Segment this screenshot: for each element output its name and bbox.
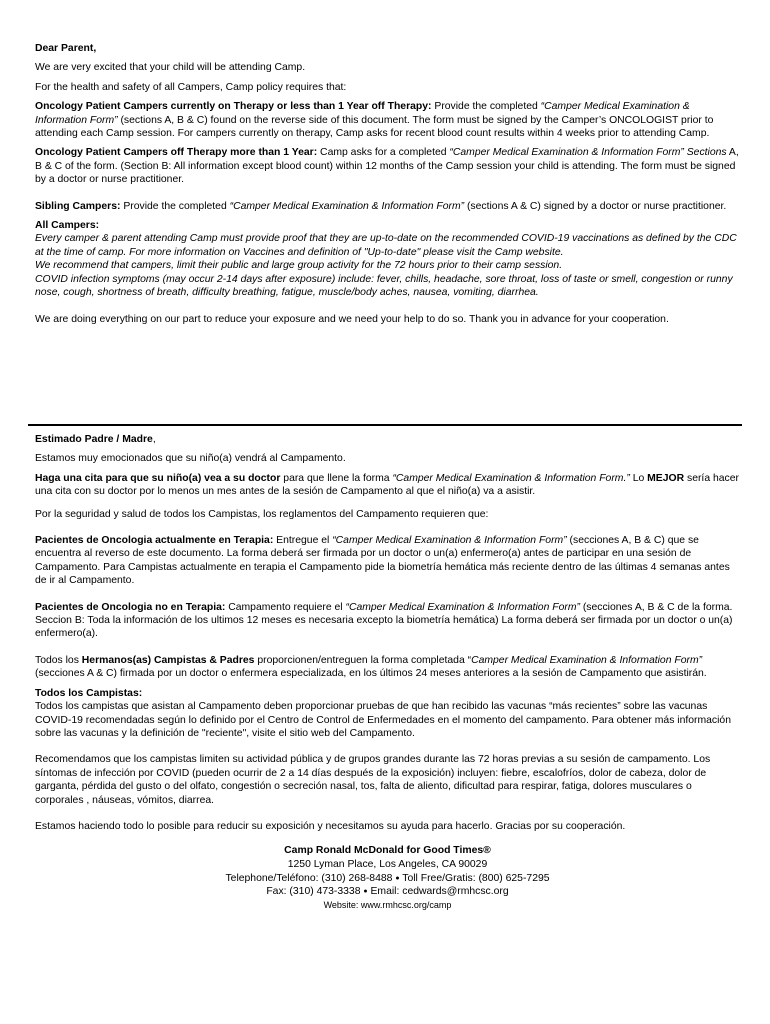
all-campers-heading-es: Todos los Campistas: bbox=[35, 687, 143, 699]
form-name: Camper Medical Examination & Information Form” bbox=[471, 654, 703, 666]
oncology-on-therapy-paragraph: Oncology Patient Campers currently on Therapy or less than 1 Year off Therapy: Provide the completed “Camper Medical Examination & Information Form” (sections A, B & C) found on the reverse side of this document. The form must be signed by the Camper’s ONCOLOGIST prior to attending each Camp session. For campers currently on therapy, Camp asks for recent blood count results within 4 weeks prior to attending Camp. bbox=[35, 101, 714, 140]
intro-text: We are very excited that your child will be attending Camp. bbox=[35, 62, 306, 74]
intro-text-es: Estamos muy emocionados que su niño(a) vendrá al Campamento. bbox=[35, 453, 346, 465]
address: 1250 Lyman Place, Los Angeles, CA 90029 bbox=[287, 858, 488, 870]
greeting: Dear Parent, bbox=[35, 43, 97, 54]
policy-intro: For the health and safety of all Campers, Camp policy requires that: bbox=[35, 81, 347, 93]
phone-line: Telephone/Teléfono: (310) 268-8488 ● Toll Free/Gratis: (800) 625-7295 bbox=[225, 872, 550, 884]
form-name: “Camper Medical Examination & Information Form” bbox=[35, 101, 690, 126]
closing-text: We are doing everything on our part to reduce your exposure and we need your help to do so. Thank you in advance for your cooperation. bbox=[35, 313, 669, 325]
bullet-icon: ● bbox=[363, 888, 368, 896]
oncology-off-therapy-paragraph: Oncology Patient Campers off Therapy more than 1 Year: Camp asks for a completed “Camper Medical Examination & Information Form” Sections A, B & C of the form. (Section B: All information except blood count) within 12 months of the Camp session your child is attending. The form must be signed by a doctor or nurse practitioner. bbox=[35, 147, 739, 186]
all-campers-recommendation: We recommend that campers, limit their public and large group activity for the 72 hours prior to their camp session. bbox=[35, 260, 563, 272]
form-name: “Camper Medical Examination & Information Form” bbox=[332, 535, 567, 547]
english-content bbox=[35, 42, 740, 415]
form-name: “Camper Medical Examination & Information Form” bbox=[345, 601, 580, 613]
form-name: “Camper Medical Examination & Information Form.” bbox=[392, 472, 630, 484]
oncology-off-therapy-paragraph-es: Pacientes de Oncologia no en Terapia: Campamento requiere el “Camper Medical Examination & Information Form” (secciones A, B & C de la forma. Seccion B: Toda la información de los ultimos 12 meses es necesaria excepto la biometría hemática) La forma deberá ser firmada por un doctor o un(a) enfermero(a). bbox=[35, 601, 733, 640]
appointment-paragraph-es: Haga una cita para que su niño(a) vea a su doctor para que llene la forma “Camper Medical Examination & Information Form.” Lo MEJOR sería hacer una cita con su doctor por lo menos un mes antes de la sesión de Campamento al que el niño(a) va a asistir. bbox=[35, 472, 739, 498]
spanish-section bbox=[35, 433, 740, 912]
all-campers-vaccination: Every camper & parent attending Camp must provide proof that they are up-to-date on the recommended COVID-19 vaccinations as defined by the CDC at the time of camp. For more information on Vaccines and definition of "Up-to-date" please visit the Camp website. bbox=[35, 233, 737, 258]
org-name: Camp Ronald McDonald for Good Times® bbox=[284, 845, 491, 857]
policy-intro-es: Por la seguridad y salud de todos los Campistas, los reglamentos del Campamento requieren que: bbox=[35, 508, 489, 520]
oncology-on-therapy-heading: Oncology Patient Campers currently on Therapy or less than 1 Year off Therapy: bbox=[35, 101, 432, 113]
website: Website: www.rmhcsc.org/camp bbox=[323, 899, 452, 910]
section-divider bbox=[28, 424, 742, 426]
form-name: “Camper Medical Examination & Information Form” Sections bbox=[449, 147, 727, 159]
greeting-es: Estimado Padre / Madre, bbox=[35, 434, 156, 445]
closing-text-es: Estamos haciendo todo lo posible para reducir su exposición y necesitamos su ayuda para hacerlo. Gracias por su cooperación. bbox=[35, 820, 626, 832]
contact-footer bbox=[35, 844, 740, 912]
all-campers-symptoms: COVID infection symptoms (may occur 2-14 days after exposure) include: fever, chills, headache, sore throat, loss of taste or smell, congestion or runny nose, cough, shortness of breath, difficulty breathing, fatigue, muscle/body aches, nausea, vomiting, diarrhea. bbox=[35, 273, 733, 299]
oncology-off-therapy-heading: Oncology Patient Campers off Therapy more than 1 Year: bbox=[35, 147, 318, 159]
sibling-campers-heading: Sibling Campers: bbox=[35, 200, 121, 212]
oncology-on-therapy-paragraph-es: Pacientes de Oncologia actualmente en Terapia: Entregue el “Camper Medical Examination & Information Form” (secciones A, B & C) que se encuentra al reverso de este documento. La forma deberá ser firmada por un doctor o un(a) enfermero(a) antes de participar en una sesión de Campamento. Para Campistas actualmente en terapia el Campamento pide la biometría hemática más reciente dentro de las últimas 4 semanas antes de ir al Campamento. bbox=[35, 535, 730, 587]
siblings-paragraph-es: Todos los Hermanos(as) Campistas & Padres proporcionen/entreguen la forma completada “Camper Medical Examination & Information Form” (secciones A & C) firmada por un doctor o enfermera especializada, en los últimos 24 meses anteriores a la sesión de Campamento que asistirán. bbox=[35, 654, 707, 680]
bullet-icon: ● bbox=[395, 874, 400, 882]
all-campers-vaccination-es: Todos los campistas que asistan al Campamento deben proporcionar pruebas de que han recibido las vacunas “más recientes” sobre las vacunas COVID-19 recomendadas según lo definido por el Centro de Control de Enfermedades en el momento del campamento. Para obtener más información sobre las vacunas y la definición de "reciente", visite el sitio web del Campamento. bbox=[35, 701, 731, 739]
form-name: “Camper Medical Examination & Information Form” bbox=[229, 200, 465, 212]
english-section bbox=[35, 42, 740, 415]
all-campers-recommendation-es: Recomendamos que los campistas limiten su actividad pública y de grupos grandes durante las 72 horas previas a su sesión de campamento. Los síntomas de infección por COVID (pueden ocurrir de 2 a 14 días después de la exposición) incluyen: fiebre, escalofríos, dolor de cabeza, dolor de garganta, pérdida del gusto o del olfato, congestión o secreción nasal, tos, falta de aliento, dificultad para respirar, fatiga, dolores musculares o corporales , náuseas, vómitos, diarrea. bbox=[35, 754, 711, 806]
fax-email-line: Fax: (310) 473-3338 ● Email: cedwards@rmhcsc.org bbox=[266, 886, 509, 898]
sibling-campers-paragraph: Sibling Campers: Provide the completed “Camper Medical Examination & Information Form” (sections A & C) signed by a doctor or nurse practitioner. bbox=[35, 200, 727, 212]
all-campers-heading: All Campers: bbox=[35, 220, 100, 232]
